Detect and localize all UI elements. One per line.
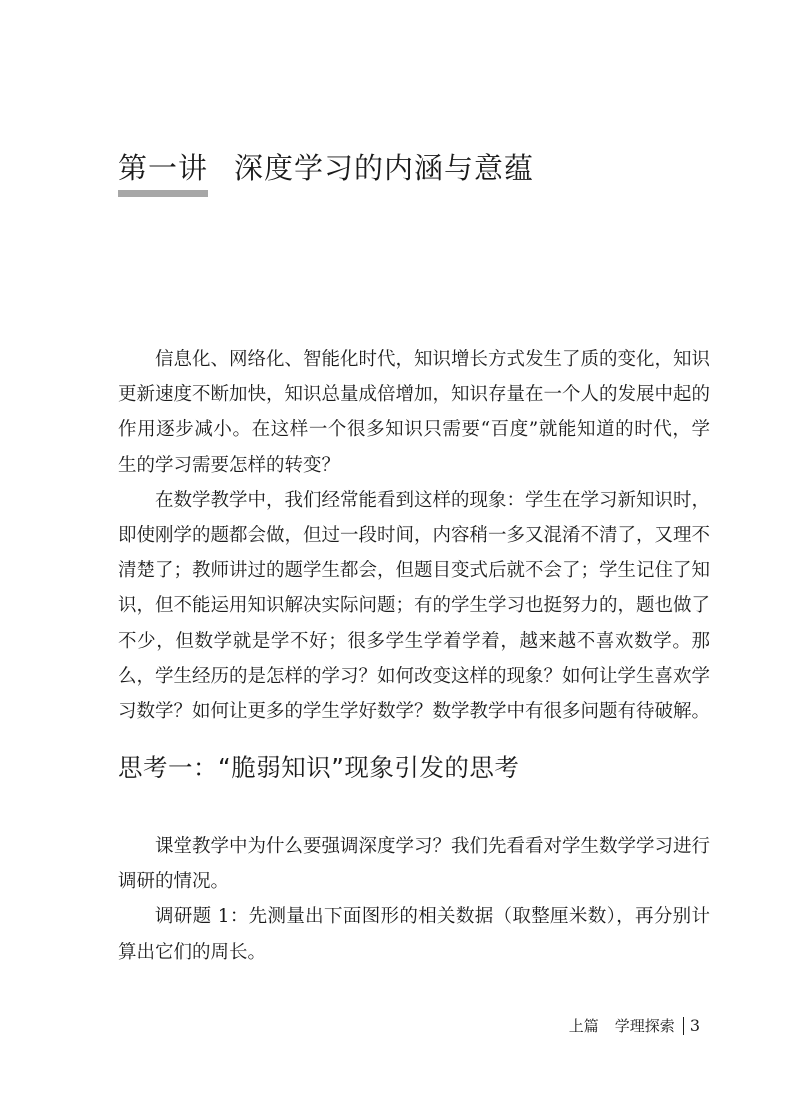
section-heading: 思考一：“脆弱知识”现象引发的思考 bbox=[118, 753, 520, 782]
chapter-number: 第一讲 bbox=[118, 150, 208, 197]
paragraph: 信息化、网络化、智能化时代，知识增长方式发生了质的变化，知识更新速度不断加快，知识总量成倍增加，知识存量在一个人的发展中起的作用逐步减小。在这样一个很多知识只需要“百度”就能知道的时代，学生的学习需要怎样的转变？ bbox=[118, 349, 711, 476]
intro-text bbox=[118, 342, 710, 729]
chapter-heading bbox=[118, 150, 534, 196]
footer-part-label: 上篇 bbox=[568, 1017, 599, 1035]
footer-divider bbox=[683, 1017, 684, 1035]
paragraph: 调研题 1：先测量出下面图形的相关数据（取整厘米数），再分别计算出它们的周长。 bbox=[118, 906, 710, 963]
running-footer bbox=[569, 1014, 700, 1038]
footer-section-label: 学理探索 bbox=[614, 1017, 675, 1035]
chapter-title: 深度学习的内涵与意蕴 bbox=[234, 151, 535, 185]
survey-text bbox=[118, 829, 710, 970]
paragraph: 课堂教学中为什么要强调深度学习？我们先看看对学生数学学习进行调研的情况。 bbox=[118, 836, 711, 893]
page-number: 3 bbox=[689, 1016, 700, 1035]
paragraph: 在数学教学中，我们经常能看到这样的现象：学生在学习新知识时，即使刚学的题都会做，但过一段时间，内容稍一多又混淆不清了，又理不清楚了；教师讲过的题学生都会，但题目变式后就不会了；学生记住了知识，但不能运用知识解决实际问题；有的学生学习也挺努力的，题也做了不少，但数学就是学不好；很多学生学着学着，越来越不喜欢数学。那么，学生经历的是怎样的学习？如何改变这样的现象？如何让学生喜欢学习数学？如何让更多的学生学好数学？数学教学中有很多问题有待破解。 bbox=[118, 489, 711, 723]
